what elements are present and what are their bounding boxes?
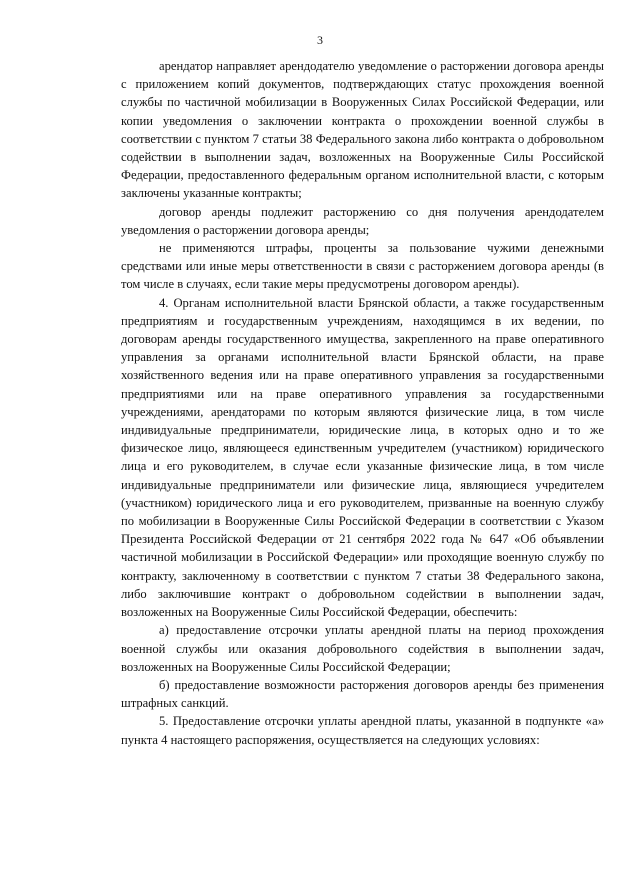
page-number: 3 <box>317 33 323 47</box>
paragraph-tenant-notice: арендатор направляет арендодателю уведомление о расторжении договора аренды с приложением копий документов, подтверждающих статус прохождения военной службы по частичной мобилизации в Вооруженных Силах Российской Федерации, или копии уведомления о заключении контракта о прохождении военной службы в соответствии с пунктом 7 статьи 38 Федерального закона либо контракта о добровольном содействии в выполнении задач, возложенных на Вооруженные Силы Российской Федерации, предоставленного федеральным органом исполнительной власти, с которым заключены указанные контракты; <box>121 59 604 201</box>
paragraph-item-5: 5. Предоставление отсрочки уплаты арендной платы, указанной в подпункте «а» пункта 4 настоящего распоряжения, осуществляется на следующих условиях: <box>121 714 604 747</box>
paragraph-subitem-b: б) предоставление возможности расторжения договоров аренды без применения штрафных санкций. <box>121 677 604 711</box>
paragraph-item-4: 4. Органам исполнительной власти Брянской области, а также государственным предприятиям и государственным учреждениям, находящимся в их ведении, по договорам аренды государственного имущества, закрепленного на праве оперативного управления за органами исполнительной власти Брянской области, на праве хозяйственного ведения или на праве оперативного управления за государственными предприятиями или на праве оперативного управления за государственными учреждениями, арендаторами по которым являются физические лица, в том числе индивидуальные предприниматели, юридические лица, в которых одно и то же физическое лицо, являющееся единственным учредителем (участником) юридического лица и его руководителем, в случае если указанные физические лица, в том числе индивидуальные предприниматели или физические лица, являющиеся учредителем (участником) юридического лица и его руководителем, призванные на военную службу по мобилизации в Вооруженные Силы Российской Федерации в соответствии с Указом Президента Российской Федерации от 21 сентября 2022 года № 647 «Об объявлении частичной мобилизации в Российской Федерации» или проходящие военную службу по контракту, заключенному в соответствии с пунктом 7 статьи 38 Федерального закона, либо заключившие контракт о добровольном содействии в выполнении задач, возложенных на Вооруженные Силы Российской Федерации, обеспечить: <box>121 295 604 620</box>
paragraph-no-penalties: не применяются штрафы, проценты за пользование чужими денежными средствами или иные меры ответственности в связи с расторжением договора аренды (в том числе в случаях, если такие меры предусмотрены договором аренды). <box>121 241 604 292</box>
paragraph-contract-termination: договор аренды подлежит расторжению со дня получения арендодателем уведомления о расторжении договора аренды; <box>121 204 604 237</box>
paragraph-subitem-a: а) предоставление отсрочки уплаты арендной платы на период прохождения военной службы или оказания добровольного содействия в выполнении задач, возложенных на Вооруженные Силы Российской Федерации; <box>121 623 604 674</box>
document-body <box>121 57 604 749</box>
